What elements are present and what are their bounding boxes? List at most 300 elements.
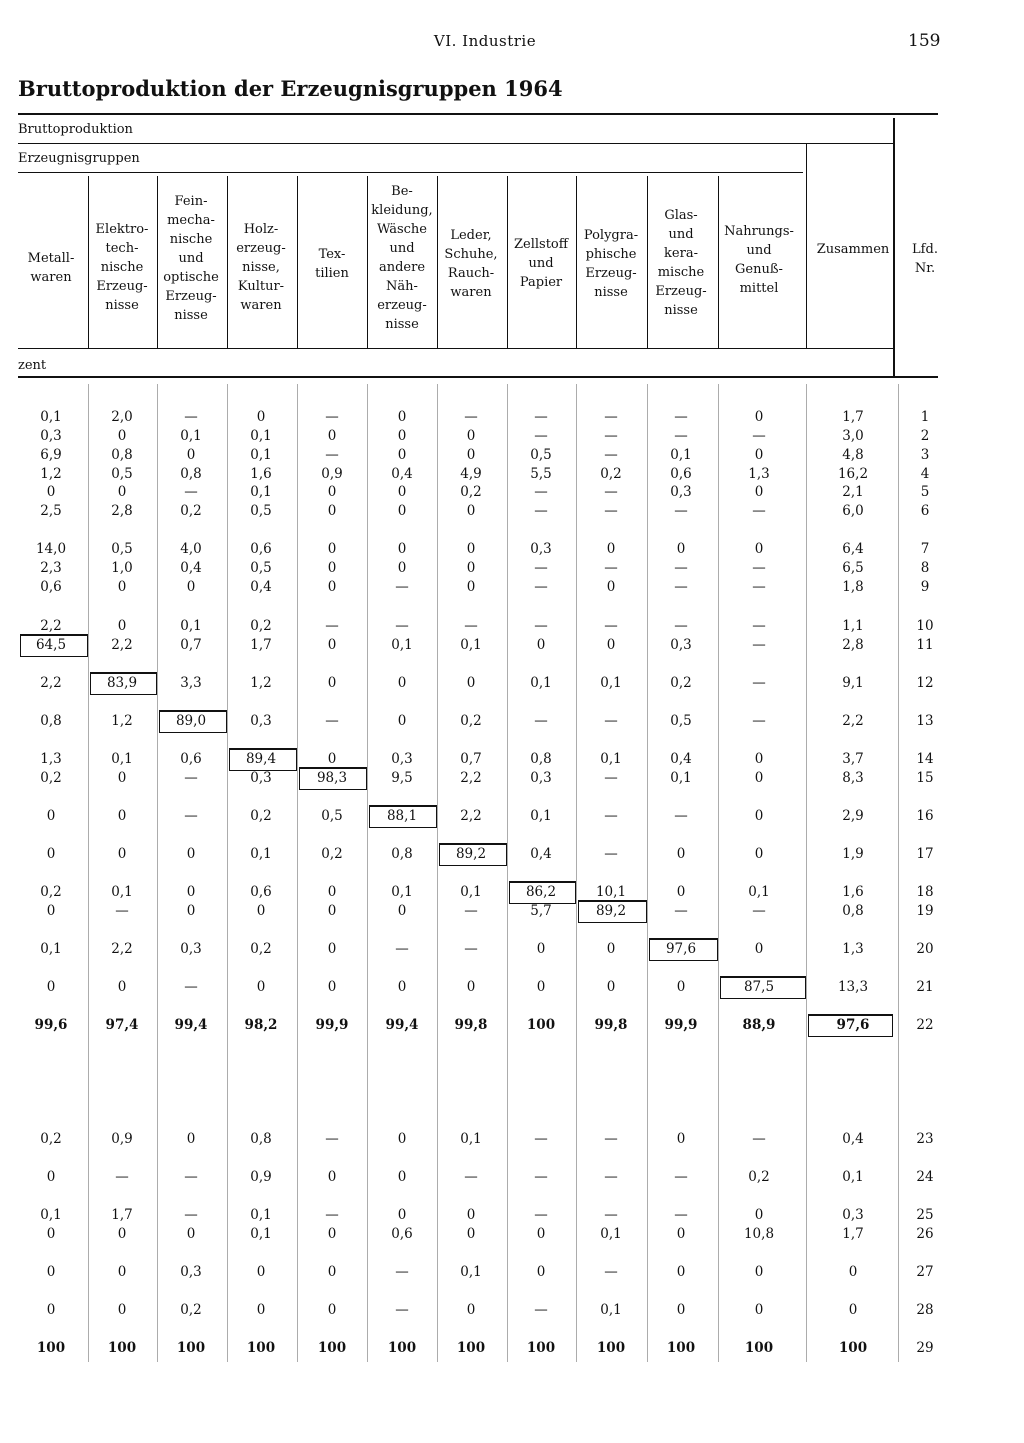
column-header-1: Metall- waren	[27, 251, 75, 285]
table-cell: 0,1	[250, 1226, 272, 1242]
table-cell: 0,4	[391, 466, 413, 482]
table-cell: 0	[46, 1169, 56, 1185]
table-cell: 0	[46, 979, 56, 995]
table-cell: 0,2	[40, 770, 62, 786]
table-cell: 0	[754, 808, 764, 824]
table-cell: —	[464, 618, 478, 634]
table-cell: 86,2	[525, 884, 557, 900]
table-cell: 0	[256, 1302, 266, 1318]
table-cell: —	[534, 428, 548, 444]
table-cell: 0	[754, 1207, 764, 1223]
column-header-2: Elektro- tech- nische Erzeug- nisse	[95, 222, 149, 313]
table-cell: 0,8	[250, 1131, 272, 1147]
table-cell: —	[184, 484, 198, 500]
table-cell: 0	[754, 1302, 764, 1318]
table-cell: 0,2	[40, 1131, 62, 1147]
table-cell: 0	[46, 1302, 56, 1318]
table-cell: 0,8	[530, 751, 552, 767]
table-cell: 1,0	[111, 560, 133, 576]
page-number: 159	[908, 31, 941, 51]
table-cell: —	[184, 1207, 198, 1223]
diagonal-box	[90, 672, 157, 695]
column-header-11: Nahrungs- und Genuß- mittel	[724, 224, 794, 296]
table-cell: 0	[327, 503, 337, 519]
table-cell: —	[115, 1169, 129, 1185]
table-cell: 0	[466, 1302, 476, 1318]
diagonal-box	[20, 634, 88, 657]
table-cell: 87,5	[743, 979, 775, 995]
table-cell: 0	[256, 409, 266, 425]
table-cell: 0,6	[391, 1226, 413, 1242]
table-cell: 0	[536, 637, 546, 653]
table-cell: —	[604, 770, 618, 786]
table-cell: 0,5	[111, 466, 133, 482]
table-cell: —	[752, 503, 766, 519]
table-cell: 5,5	[530, 466, 552, 482]
table-cell: 0	[754, 770, 764, 786]
label-erzeugnisgruppen: Erzeugnisgruppen	[18, 151, 140, 166]
table-cell: —	[674, 903, 688, 919]
table-cell: —	[534, 713, 548, 729]
table-cell: 0	[466, 579, 476, 595]
table-cell: 0	[186, 579, 196, 595]
row-number: 10	[916, 618, 934, 634]
table-cell: 0	[46, 484, 56, 500]
row-number: 15	[916, 770, 934, 786]
table-cell: 0	[397, 541, 407, 557]
table-cell: 0	[327, 1226, 337, 1242]
table-cell: 0,2	[250, 808, 272, 824]
table-cell: 0,5	[321, 808, 343, 824]
table-cell: —	[184, 808, 198, 824]
diagonal-box	[299, 767, 367, 790]
table-cell: 0	[327, 751, 337, 767]
row-number: 21	[916, 979, 934, 995]
table-cell: 0,2	[748, 1169, 770, 1185]
table-cell: 0,2	[250, 618, 272, 634]
table-cell: 0,1	[111, 884, 133, 900]
table-cell: 1,3	[748, 466, 770, 482]
table-cell: 0,9	[250, 1169, 272, 1185]
table-cell: —	[395, 941, 409, 957]
table-cell: 0,1	[600, 751, 622, 767]
table-cell: 2,5	[40, 503, 62, 519]
table-cell: 5,7	[530, 903, 552, 919]
table-cell: 0,1	[670, 770, 692, 786]
table-cell: 89,2	[455, 846, 487, 862]
table-cell: 0	[397, 903, 407, 919]
table-cell: 0,6	[250, 884, 272, 900]
table-cell: 9,5	[391, 770, 413, 786]
table-cell: 0,3	[842, 1207, 864, 1223]
table-cell: 88,1	[386, 808, 418, 824]
table-cell: 0	[606, 541, 616, 557]
table-cell: 0,5	[250, 503, 272, 519]
column-header-13: Lfd. Nr.	[912, 242, 938, 276]
table-cell: 100	[36, 1340, 66, 1356]
table-cell: —	[604, 409, 618, 425]
table-cell: 0,1	[180, 428, 202, 444]
row-number: 7	[920, 541, 930, 557]
table-cell: 0,6	[180, 751, 202, 767]
table-cell: 0,5	[670, 713, 692, 729]
table-cell: 0,2	[40, 884, 62, 900]
label-unit: zent	[18, 358, 47, 373]
table-cell: 0,1	[460, 1264, 482, 1280]
table-cell: 14,0	[35, 541, 67, 557]
table-cell: —	[604, 1131, 618, 1147]
table-cell: 100	[107, 1340, 137, 1356]
table-cell: —	[674, 409, 688, 425]
table-cell: 0,3	[180, 1264, 202, 1280]
table-cell: —	[395, 618, 409, 634]
table-cell: 0	[466, 503, 476, 519]
table-cell: 0	[676, 1264, 686, 1280]
table-cell: 6,0	[842, 503, 864, 519]
row-number: 14	[916, 751, 934, 767]
table-cell: 97,6	[836, 1017, 870, 1033]
row-number: 2	[920, 428, 930, 444]
table-cell: 3,0	[842, 428, 864, 444]
table-cell: —	[395, 1302, 409, 1318]
table-cell: 0	[466, 560, 476, 576]
table-cell: —	[604, 713, 618, 729]
table-cell: 0	[46, 808, 56, 824]
table-cell: —	[674, 579, 688, 595]
table-cell: 0,1	[250, 846, 272, 862]
table-cell: 0,1	[180, 618, 202, 634]
table-cell: 99,8	[594, 1017, 628, 1033]
diagonal-box	[229, 748, 297, 771]
table-cell: —	[752, 428, 766, 444]
table-cell: 0,1	[670, 447, 692, 463]
table-cell: 0	[117, 618, 127, 634]
table-cell: 2,3	[40, 560, 62, 576]
table-cell: 0	[397, 409, 407, 425]
row-number: 13	[916, 713, 934, 729]
table-cell: 88,9	[742, 1017, 776, 1033]
table-cell: 83,9	[106, 675, 138, 691]
row-number: 12	[916, 675, 934, 691]
table-cell: 0,1	[250, 484, 272, 500]
column-header-3: Fein- mecha- nische und optische Erzeug- nisse	[163, 194, 219, 323]
row-number: 27	[916, 1264, 934, 1280]
table-cell: 0,5	[111, 541, 133, 557]
table-cell: 0	[397, 560, 407, 576]
row-number: 18	[916, 884, 934, 900]
table-cell: —	[184, 409, 198, 425]
table-cell: 0,2	[180, 1302, 202, 1318]
table-cell: 0,1	[250, 447, 272, 463]
table-cell: 0	[117, 808, 127, 824]
table-cell: 1,3	[40, 751, 62, 767]
table-cell: —	[674, 618, 688, 634]
table-cell: 0	[256, 979, 266, 995]
table-cell: 0	[46, 1226, 56, 1242]
table-cell: 0,6	[670, 466, 692, 482]
table-cell: 0	[397, 979, 407, 995]
table-cell: 1,6	[842, 884, 864, 900]
column-header-9: Polygra- phische Erzeug- nisse	[583, 228, 639, 300]
table-cell: 2,2	[460, 770, 482, 786]
table-cell: 0,4	[250, 579, 272, 595]
table-cell: 0	[117, 1264, 127, 1280]
table-cell: 2,2	[111, 941, 133, 957]
table-cell: —	[534, 1207, 548, 1223]
table-cell: 100	[317, 1340, 347, 1356]
table-cell: —	[674, 503, 688, 519]
table-cell: 6,4	[842, 541, 864, 557]
table-cell: —	[325, 447, 339, 463]
table-cell: —	[752, 903, 766, 919]
table-cell: 0	[754, 941, 764, 957]
table-cell: 1,1	[842, 618, 864, 634]
table-cell: 0,1	[460, 884, 482, 900]
row-number: 1	[920, 409, 930, 425]
table-cell: 0,1	[600, 675, 622, 691]
row-number: 26	[916, 1226, 934, 1242]
row-number: 20	[916, 941, 934, 957]
table-cell: 0,6	[250, 541, 272, 557]
table-cell: 0	[466, 979, 476, 995]
diagonal-box	[720, 976, 806, 999]
table-cell: 0,2	[321, 846, 343, 862]
table-cell: 0	[327, 1302, 337, 1318]
table-cell: —	[184, 1169, 198, 1185]
table-cell: 0	[117, 579, 127, 595]
table-cell: —	[534, 560, 548, 576]
table-cell: 100	[744, 1340, 774, 1356]
row-number: 5	[920, 484, 930, 500]
table-cell: 0,8	[391, 846, 413, 862]
table-cell: —	[534, 579, 548, 595]
table-cell: 1,9	[842, 846, 864, 862]
table-cell: 1,7	[842, 409, 864, 425]
table-cell: —	[325, 409, 339, 425]
table-cell: —	[395, 579, 409, 595]
table-cell: —	[534, 1302, 548, 1318]
table-cell: 0,1	[391, 884, 413, 900]
table-cell: —	[604, 447, 618, 463]
row-number: 28	[916, 1302, 934, 1318]
table-cell: 0	[754, 484, 764, 500]
table-cell: 0	[466, 675, 476, 691]
table-cell: 98,2	[244, 1017, 278, 1033]
table-cell: 0	[676, 1131, 686, 1147]
table-cell: 0,5	[530, 447, 552, 463]
table-cell: 0	[117, 484, 127, 500]
table-cell: 0	[606, 579, 616, 595]
column-header-4: Holz- erzeug- nisse, Kultur- waren	[236, 222, 286, 313]
table-cell: 0	[327, 579, 337, 595]
table-cell: 0,1	[460, 1131, 482, 1147]
table-cell: 0	[117, 979, 127, 995]
table-cell: 0,8	[111, 447, 133, 463]
table-cell: 4,0	[180, 541, 202, 557]
table-cell: 0	[327, 903, 337, 919]
table-cell: —	[534, 1131, 548, 1147]
table-cell: 0	[466, 541, 476, 557]
table-cell: 0,1	[250, 1207, 272, 1223]
table-cell: —	[604, 560, 618, 576]
table-cell: 0	[327, 1169, 337, 1185]
table-cell: 0,3	[530, 541, 552, 557]
table-cell: 0	[186, 1131, 196, 1147]
table-cell: 2,2	[111, 637, 133, 653]
table-cell: —	[752, 713, 766, 729]
table-cell: 2,2	[40, 675, 62, 691]
row-number: 19	[916, 903, 934, 919]
table-cell: 0	[256, 903, 266, 919]
row-number: 22	[916, 1017, 934, 1033]
table-cell: 100	[526, 1017, 556, 1033]
table-cell: 100	[246, 1340, 276, 1356]
table-cell: —	[604, 1207, 618, 1223]
table-cell: 0	[397, 447, 407, 463]
table-cell: 0	[754, 541, 764, 557]
table-cell: 100	[666, 1340, 696, 1356]
table-cell: 0	[676, 979, 686, 995]
table-cell: 99,8	[454, 1017, 488, 1033]
table-cell: 100	[456, 1340, 486, 1356]
table-cell: 0,1	[40, 1207, 62, 1223]
table-cell: 99,6	[34, 1017, 68, 1033]
table-cell: 0	[186, 447, 196, 463]
table-cell: 9,1	[842, 675, 864, 691]
table-cell: 0	[466, 447, 476, 463]
table-cell: 99,9	[315, 1017, 349, 1033]
table-cell: 0,4	[530, 846, 552, 862]
row-number: 16	[916, 808, 934, 824]
table-cell: —	[534, 618, 548, 634]
table-cell: 0	[397, 713, 407, 729]
table-cell: 89,0	[175, 713, 207, 729]
table-cell: 0,1	[391, 637, 413, 653]
table-cell: 0,1	[40, 409, 62, 425]
table-cell: 100	[596, 1340, 626, 1356]
table-cell: 0	[327, 541, 337, 557]
table-cell: 0,2	[600, 466, 622, 482]
table-cell: 0	[397, 675, 407, 691]
table-cell: 0	[397, 428, 407, 444]
table-cell: 0	[536, 1264, 546, 1280]
table-cell: 0	[327, 941, 337, 957]
table-cell: —	[604, 503, 618, 519]
table-cell: 0	[117, 1226, 127, 1242]
table-cell: 0	[327, 560, 337, 576]
row-number: 29	[916, 1340, 934, 1356]
table-cell: 0	[397, 1169, 407, 1185]
table-cell: 0	[327, 1264, 337, 1280]
table-cell: 3,7	[842, 751, 864, 767]
table-cell: 6,5	[842, 560, 864, 576]
table-cell: 97,4	[105, 1017, 139, 1033]
table-cell: 0,2	[460, 713, 482, 729]
table-cell: 2,9	[842, 808, 864, 824]
table-cell: 0,8	[180, 466, 202, 482]
table-cell: 0	[754, 1264, 764, 1280]
diagonal-box	[369, 805, 437, 828]
table-cell: 0	[46, 1264, 56, 1280]
table-cell: 0,9	[321, 466, 343, 482]
table-cell: —	[604, 484, 618, 500]
table-cell: 0,3	[180, 941, 202, 957]
table-cell: —	[464, 903, 478, 919]
table-cell: 99,9	[664, 1017, 698, 1033]
table-cell: 0,4	[670, 751, 692, 767]
table-cell: —	[604, 428, 618, 444]
table-cell: —	[325, 618, 339, 634]
table-cell: 0,1	[748, 884, 770, 900]
table-cell: 0,3	[530, 770, 552, 786]
table-cell: 1,2	[250, 675, 272, 691]
table-cell: —	[674, 1207, 688, 1223]
table-cell: 1,6	[250, 466, 272, 482]
table-cell: 89,2	[595, 903, 627, 919]
table-cell: 6,9	[40, 447, 62, 463]
row-number: 23	[916, 1131, 934, 1147]
table-cell: 100	[387, 1340, 417, 1356]
table-cell: 2,2	[842, 713, 864, 729]
table-cell: 0	[256, 1264, 266, 1280]
table-cell: 0	[754, 447, 764, 463]
table-cell: 0	[754, 846, 764, 862]
table-cell: 99,4	[174, 1017, 208, 1033]
table-cell: —	[752, 560, 766, 576]
table-cell: 0	[46, 846, 56, 862]
table-cell: —	[752, 675, 766, 691]
table-cell: 0	[117, 770, 127, 786]
table-cell: 0,1	[842, 1169, 864, 1185]
table-cell: 0	[536, 979, 546, 995]
row-number: 9	[920, 579, 930, 595]
table-cell: 0	[327, 484, 337, 500]
table-cell: 0,4	[180, 560, 202, 576]
table-title: Bruttoproduktion der Erzeugnisgruppen 1964	[18, 76, 563, 101]
table-cell: 1,7	[250, 637, 272, 653]
table-cell: —	[752, 579, 766, 595]
table-cell: —	[115, 903, 129, 919]
diagonal-box	[509, 881, 576, 904]
table-cell: 0,3	[40, 428, 62, 444]
column-header-10: Glas- und kera- mische Erzeug- nisse	[655, 208, 707, 318]
label-bruttoproduktion: Bruttoproduktion	[18, 122, 133, 137]
table-cell: 0,7	[460, 751, 482, 767]
table-cell: 0,8	[40, 713, 62, 729]
table-cell: —	[464, 1169, 478, 1185]
table-cell: 0	[186, 846, 196, 862]
table-cell: —	[604, 1264, 618, 1280]
table-cell: —	[464, 941, 478, 957]
table-cell: 0	[397, 1207, 407, 1223]
table-cell: 0,1	[111, 751, 133, 767]
table-cell: 99,4	[385, 1017, 419, 1033]
table-cell: 4,8	[842, 447, 864, 463]
table-cell: 0	[466, 428, 476, 444]
table-cell: 0	[117, 1302, 127, 1318]
table-cell: 0	[606, 979, 616, 995]
table-cell: —	[395, 1264, 409, 1280]
table-cell: 0	[466, 1226, 476, 1242]
table-cell: 100	[526, 1340, 556, 1356]
table-cell: 0	[117, 428, 127, 444]
table-cell: —	[534, 484, 548, 500]
table-cell: —	[604, 618, 618, 634]
table-cell: 0	[606, 637, 616, 653]
table-cell: 0	[327, 675, 337, 691]
column-header-7: Leder, Schuhe, Rauch- waren	[444, 228, 498, 300]
table-cell: 0,3	[391, 751, 413, 767]
